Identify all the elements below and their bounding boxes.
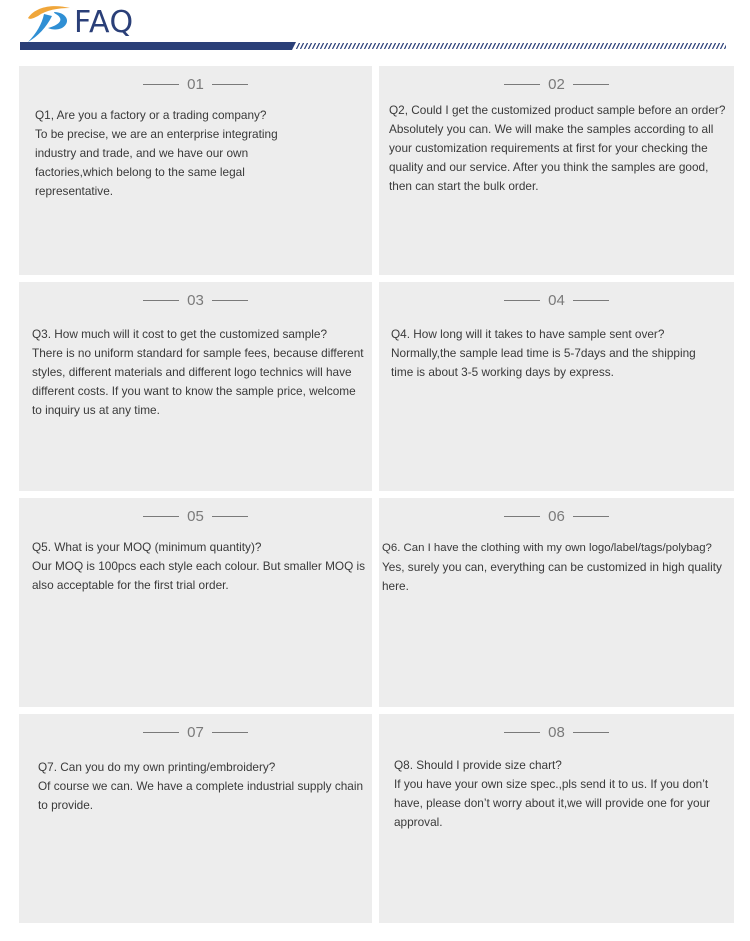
faq-answer: Our MOQ is 100pcs each style each colour. But smaller MOQ is also acceptable for the first trial order. <box>32 559 366 592</box>
faq-answer: To be precise, we are an enterprise integrating industry and trade, and we have our own factories,which belong to the same legal representative. <box>35 127 278 198</box>
faq-question: Q5. What is your MOQ (minimum quantity)? <box>32 540 262 554</box>
faq-number: 06 <box>379 506 734 526</box>
faq-question: Q3. How much will it cost to get the customized sample? <box>32 327 328 341</box>
faq-answer: Normally,the sample lead time is 5-7days and the shipping time is about 3-5 working days by express. <box>391 346 696 379</box>
faq-number: 03 <box>19 290 372 310</box>
faq-number: 02 <box>379 74 734 94</box>
header-divider <box>20 42 726 50</box>
page-title: FAQ <box>74 5 134 40</box>
faq-question: Q7. Can you do my own printing/embroidery? <box>38 760 276 774</box>
faq-number: 01 <box>19 74 372 94</box>
faq-answer: Of course we can. We have a complete industrial supply chain to provide. <box>38 779 364 812</box>
faq-card-08 <box>379 714 734 923</box>
faq-card-06 <box>379 498 734 707</box>
faq-question: Q2, Could I get the customized product sample before an order? <box>389 103 726 117</box>
faq-card-02 <box>379 66 734 275</box>
brand-logo-icon <box>24 2 76 46</box>
faq-number: 04 <box>379 290 734 310</box>
faq-number: 08 <box>379 722 734 742</box>
faq-answer: If you have your own size spec.,pls send it to us. If you don’t have, please don’t worry about it,we will provide one for your approval. <box>394 777 711 829</box>
faq-answer: There is no uniform standard for sample fees, because different styles, different materials and different logo technics will have different costs. If you want to know the sample price, welcome to inquiry us at any time. <box>32 346 364 417</box>
faq-question: Q8. Should I provide size chart? <box>394 758 562 772</box>
faq-card-03 <box>19 282 372 491</box>
faq-answer: Yes, surely you can, everything can be customized in high quality here. <box>382 560 722 593</box>
faq-card-05 <box>19 498 372 707</box>
faq-number: 07 <box>19 722 372 742</box>
faq-card-04 <box>379 282 734 491</box>
faq-question: Q1, Are you a factory or a trading company? <box>35 108 267 122</box>
faq-question: Q6. Can I have the clothing with my own logo/label/tags/polybag? <box>382 542 712 554</box>
faq-answer: Absolutely you can. We will make the samples according to all your customization requirements at first for your checking the quality and our service. After you think the samples are good, then can start the bulk order. <box>389 122 714 193</box>
page-header <box>0 0 750 52</box>
faq-number: 05 <box>19 506 372 526</box>
faq-card-07 <box>19 714 372 923</box>
faq-card-01 <box>19 66 372 275</box>
faq-question: Q4. How long will it takes to have sample sent over? <box>391 327 665 341</box>
